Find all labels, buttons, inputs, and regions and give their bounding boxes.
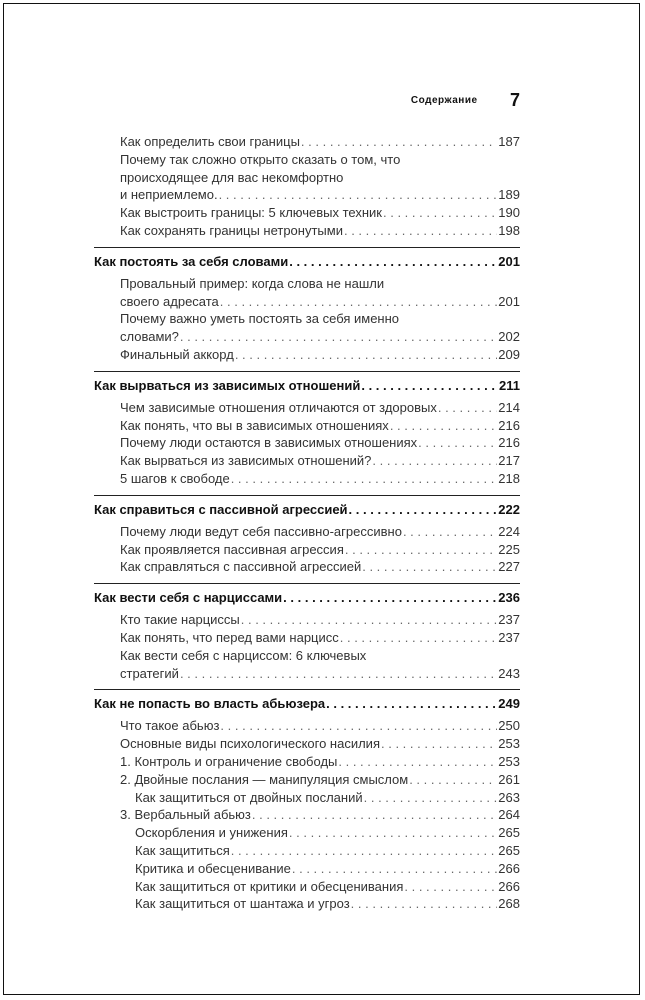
dot-leader [340, 629, 498, 647]
dot-leader [231, 842, 498, 860]
entry-title: Как не попасть во власть абьюзера [94, 696, 326, 712]
toc-entry [94, 842, 520, 860]
toc-line [94, 895, 520, 913]
toc-entry [94, 133, 520, 151]
toc-entry [94, 541, 520, 559]
toc-entry [94, 735, 520, 753]
chapter-divider [94, 689, 520, 690]
entry-title: Критика и обесценивание [135, 860, 291, 876]
entry-page-number: 224 [498, 523, 520, 539]
toc-line [94, 204, 520, 222]
entry-page-number: 266 [498, 878, 520, 894]
header-title: Содержание [410, 95, 478, 106]
dot-leader [289, 252, 497, 272]
dot-leader [381, 735, 497, 753]
entry-page-number: 222 [498, 501, 520, 517]
toc-line [94, 186, 520, 204]
entry-title: Как выстроить границы: 5 ключевых техник [120, 205, 382, 221]
toc-line [94, 629, 520, 647]
toc-chapter [94, 588, 520, 608]
toc-line [94, 500, 520, 520]
entry-page-number: 265 [498, 842, 520, 858]
toc-entry [94, 399, 520, 417]
entry-page-number: 225 [498, 541, 520, 557]
dot-leader [383, 204, 497, 222]
entry-page-number: 249 [498, 696, 520, 712]
entry-title: Как защититься [135, 842, 230, 858]
toc-line [94, 293, 520, 311]
entry-page-number: 266 [498, 860, 520, 876]
entry-title: Как понять, что перед вами нарцисс [120, 629, 339, 645]
entry-page-number: 211 [499, 377, 520, 393]
entry-page-number: 214 [498, 399, 520, 415]
entry-title: своего адресата [120, 293, 219, 309]
toc-line [94, 665, 520, 683]
entry-title: Как справляться с пассивной агрессией [120, 559, 362, 575]
toc-entry [94, 629, 520, 647]
entry-page-number: 218 [498, 470, 520, 486]
entry-title: 3. Вербальный абьюз [120, 807, 251, 823]
entry-page-number: 190 [498, 205, 520, 221]
toc-line [94, 647, 520, 665]
dot-leader [362, 558, 497, 576]
dot-leader [418, 434, 497, 452]
toc-entry [94, 452, 520, 470]
toc-entry [94, 806, 520, 824]
dot-leader [301, 133, 497, 151]
toc-line [94, 860, 520, 878]
toc-line [94, 541, 520, 559]
toc-line [94, 434, 520, 452]
entry-page-number: 201 [498, 253, 520, 269]
entry-title: Как проявляется пассивная агрессия [120, 541, 344, 557]
entry-title: Как вырваться из зависимых отношений? [120, 453, 372, 469]
dot-leader [390, 417, 497, 435]
dot-leader [283, 588, 497, 608]
dot-leader [235, 346, 497, 364]
entry-page-number: 265 [498, 825, 520, 841]
toc-line [94, 824, 520, 842]
toc-entry [94, 151, 520, 204]
toc-chapter [94, 376, 520, 396]
running-header [94, 90, 520, 111]
dot-leader [349, 500, 498, 520]
entry-title: Как справиться с пассивной агрессией [94, 501, 348, 517]
entry-page-number: 261 [498, 771, 520, 787]
toc-chapter [94, 500, 520, 520]
entry-page-number: 216 [498, 435, 520, 451]
toc-line [94, 523, 520, 541]
entry-page-number: 253 [498, 753, 520, 769]
entry-title: Как защититься от критики и обесценивания [135, 878, 404, 894]
toc-line [94, 222, 520, 240]
dot-leader [180, 328, 497, 346]
dot-leader [403, 523, 497, 541]
toc-line [94, 771, 520, 789]
entry-title: Как постоять за себя словами [94, 253, 289, 269]
toc-entry [94, 275, 520, 311]
dot-leader [409, 771, 497, 789]
toc-line [94, 806, 520, 824]
dot-leader [241, 611, 498, 629]
entry-title: Как защититься от двойных посланий [135, 789, 363, 805]
dot-leader [338, 753, 497, 771]
entry-page-number: 201 [498, 293, 520, 309]
toc-line [94, 376, 520, 396]
dot-leader [220, 717, 497, 735]
dot-leader [344, 222, 497, 240]
entry-title: Как определить свои границы [120, 134, 300, 149]
toc-line [94, 753, 520, 771]
toc-line [94, 735, 520, 753]
toc-entry [94, 824, 520, 842]
dot-leader [252, 806, 497, 824]
entry-title: Почему люди ведут себя пассивно-агрессивно [120, 523, 402, 539]
entry-page-number: 198 [498, 222, 520, 238]
entry-title: Кто такие нарциссы [120, 612, 240, 628]
chapter-divider [94, 495, 520, 496]
toc-entry [94, 434, 520, 452]
toc-line [94, 417, 520, 435]
toc-line [94, 310, 520, 328]
toc-entry [94, 310, 520, 346]
dot-leader [351, 895, 498, 913]
entry-title: Почему так сложно открыто сказать о том, что [120, 151, 401, 167]
toc-entry [94, 753, 520, 771]
toc-entry [94, 417, 520, 435]
entry-title: Как понять, что вы в зависимых отношениях [120, 417, 389, 433]
book-page [3, 3, 640, 995]
toc-line [94, 133, 520, 151]
entry-page-number: 236 [498, 590, 520, 606]
toc-entry [94, 470, 520, 488]
entry-title: 2. Двойные послания — манипуляция смыслом [120, 771, 409, 787]
entry-page-number: 243 [498, 665, 520, 681]
dot-leader [361, 376, 498, 396]
entry-title: Как защититься от шантажа и угроз [135, 896, 350, 912]
entry-page-number: 209 [498, 346, 520, 362]
toc-line [94, 694, 520, 714]
entry-page-number: 187 [498, 134, 520, 149]
dot-leader [220, 293, 498, 311]
entry-page-number: 227 [498, 559, 520, 575]
toc-line [94, 611, 520, 629]
dot-leader [231, 470, 498, 488]
entry-title: Основные виды психологического насилия [120, 736, 380, 752]
entry-page-number: 264 [498, 807, 520, 823]
toc-chapter [94, 694, 520, 714]
toc-entry [94, 611, 520, 629]
toc-line [94, 252, 520, 272]
dot-leader [372, 452, 497, 470]
entry-title: Провальный пример: когда слова не нашли [120, 275, 385, 291]
entry-title: Как сохранять границы нетронутыми [120, 222, 343, 238]
entry-page-number: 250 [498, 718, 520, 734]
toc-entry [94, 789, 520, 807]
entry-title: Что такое абьюз [120, 718, 220, 734]
toc-entry [94, 558, 520, 576]
dot-leader [345, 541, 497, 559]
dot-leader [289, 824, 497, 842]
toc-entry [94, 647, 520, 683]
toc-line [94, 588, 520, 608]
chapter-divider [94, 583, 520, 584]
entry-page-number: 237 [498, 629, 520, 645]
entry-page-number: 263 [498, 789, 520, 805]
toc-line [94, 842, 520, 860]
entry-title: словами? [120, 329, 179, 345]
toc-entry [94, 860, 520, 878]
dot-leader [326, 694, 497, 714]
dot-leader [292, 860, 497, 878]
entry-title: Почему важно уметь постоять за себя именно [120, 311, 400, 327]
toc-line [94, 717, 520, 735]
entry-title: Как вырваться из зависимых отношений [94, 377, 361, 393]
toc-entry [94, 523, 520, 541]
entry-title: Как вести себя с нарциссами [94, 590, 283, 606]
toc-entry [94, 222, 520, 240]
entry-page-number: 216 [498, 417, 520, 433]
toc-line [94, 346, 520, 364]
entry-page-number: 268 [498, 896, 520, 912]
chapter-divider [94, 371, 520, 372]
toc-line [94, 399, 520, 417]
entry-page-number: 253 [498, 736, 520, 752]
entry-title: Почему люди остаются в зависимых отношениях [120, 435, 418, 451]
toc-entry [94, 771, 520, 789]
toc-entry [94, 204, 520, 222]
toc-line [94, 558, 520, 576]
toc-entry [94, 878, 520, 896]
toc-line [94, 878, 520, 896]
entry-title: Чем зависимые отношения отличаются от здоровых [120, 399, 437, 415]
dot-leader [219, 186, 498, 204]
chapter-divider [94, 247, 520, 248]
entry-title: стратегий [120, 665, 179, 681]
page-number: 7 [509, 90, 520, 110]
dot-leader [438, 399, 497, 417]
entry-page-number: 189 [498, 187, 520, 203]
entry-page-number: 237 [498, 612, 520, 628]
entry-title: 5 шагов к свободе [120, 470, 230, 486]
entry-page-number: 217 [498, 453, 520, 469]
entry-title: Как вести себя с нарциссом: 6 ключевых [120, 647, 367, 663]
toc-line [94, 275, 520, 293]
entry-title: происходящее для вас некомфортно [120, 169, 344, 185]
toc-entry [94, 895, 520, 913]
toc-line [94, 151, 520, 169]
toc-entry [94, 346, 520, 364]
toc-line [94, 328, 520, 346]
toc-chapter [94, 252, 520, 272]
dot-leader [180, 665, 497, 683]
entry-title: Оскорбления и унижения [135, 825, 288, 841]
table-of-contents [94, 133, 520, 913]
toc-line [94, 789, 520, 807]
dot-leader [404, 878, 497, 896]
toc-entry [94, 717, 520, 735]
entry-title: Финальный аккорд [120, 346, 234, 362]
toc-line [94, 470, 520, 488]
entry-page-number: 202 [498, 329, 520, 345]
entry-title: 1. Контроль и ограничение свободы [120, 753, 338, 769]
toc-line [94, 169, 520, 187]
dot-leader [364, 789, 498, 807]
toc-line [94, 452, 520, 470]
entry-title: и неприемлемо. [120, 187, 218, 203]
